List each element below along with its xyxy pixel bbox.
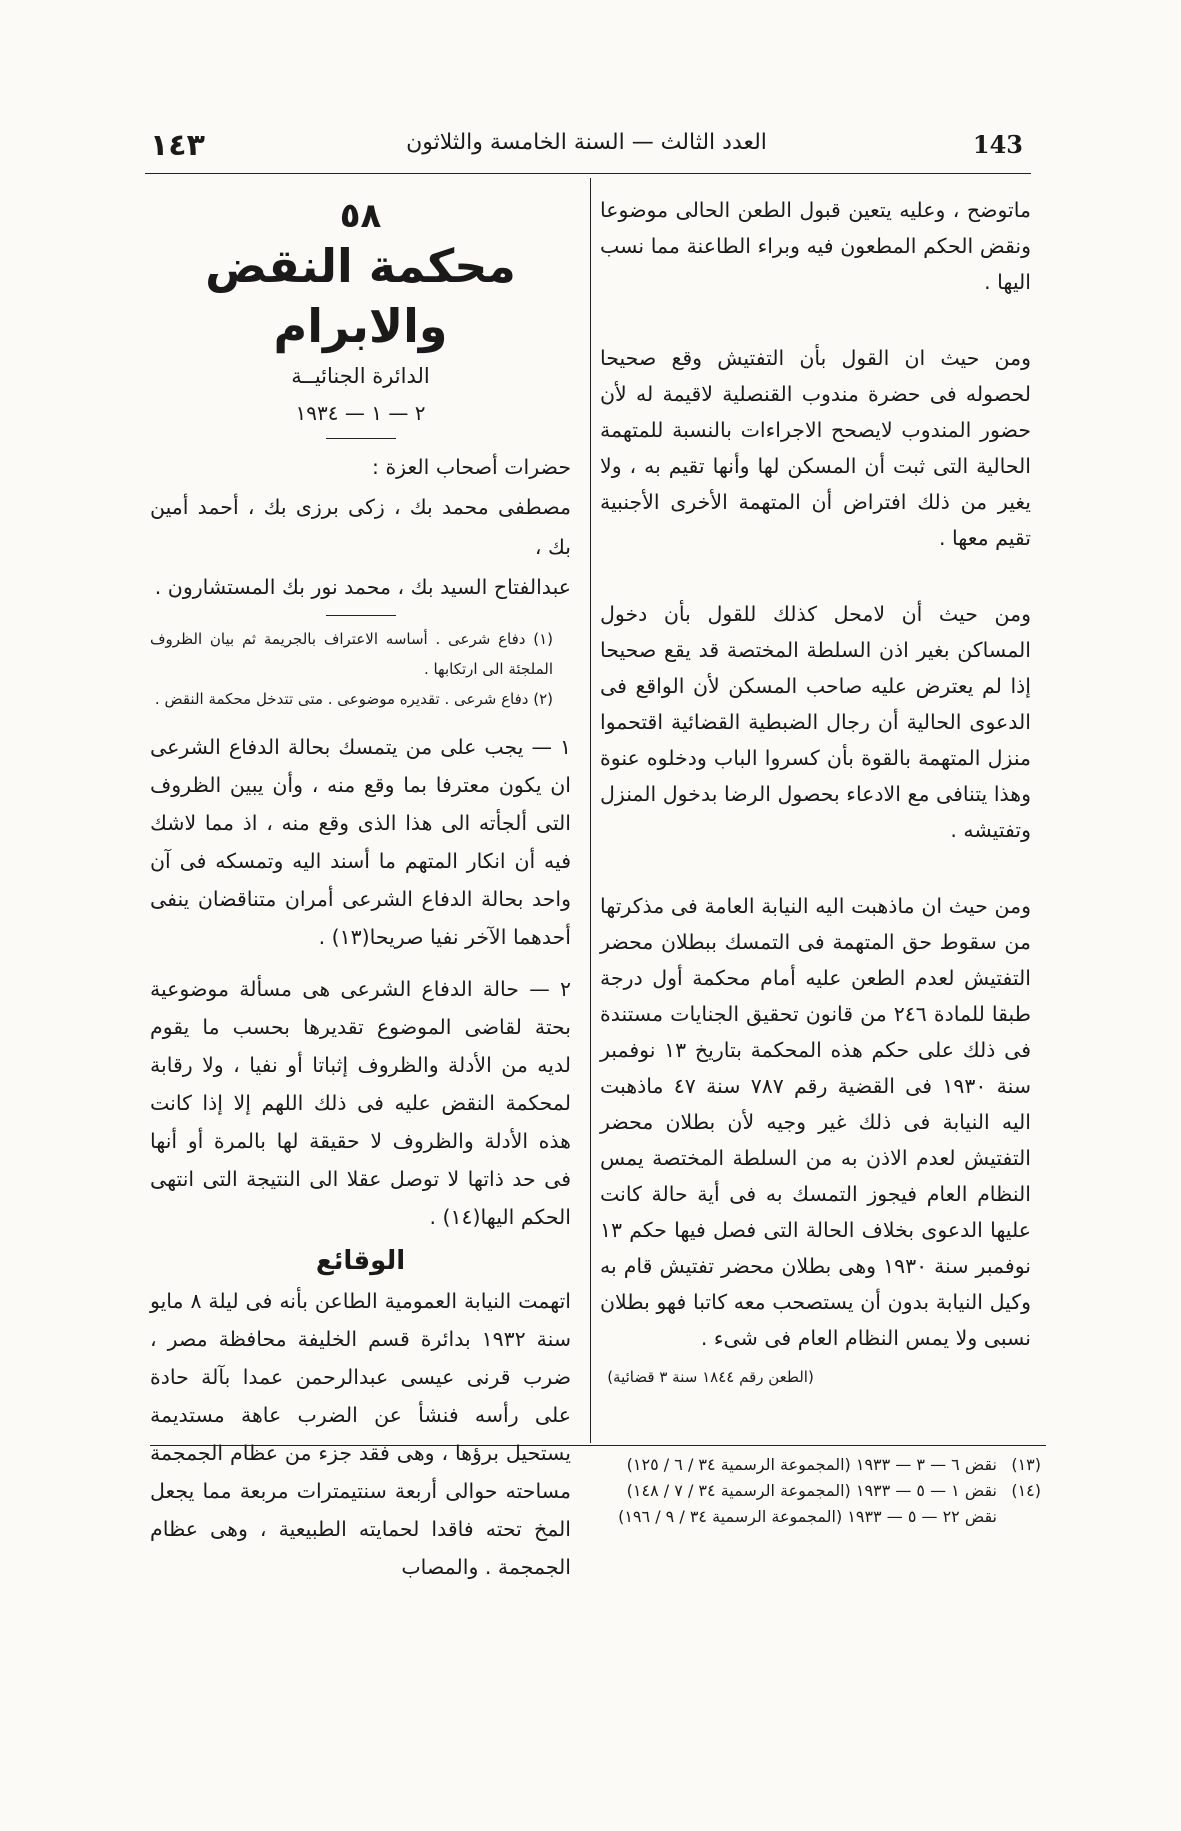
page-header xyxy=(150,130,1023,170)
footnote xyxy=(560,1452,1041,1478)
appeal-reference: (الطعن رقم ١٨٤٤ سنة ٣ قضائية) xyxy=(607,1368,814,1386)
footnote-rule xyxy=(150,1445,1046,1446)
paragraph: ماتوضح ، وعليه يتعين قبول الطعن الحالى موضوعا ونقض الحكم المطعون فيه وبراء الطاعنة مما نسب اليها . xyxy=(600,198,1031,294)
judges-names: عبدالفتاح السيد بك ، محمد نور بك المستشارون . xyxy=(154,575,571,599)
headnote: (١) دفاع شرعى . أساسه الاعتراف بالجريمة ثم بيان الظروف الملجئة الى ارتكابها . xyxy=(150,630,553,678)
column-divider xyxy=(590,178,591,1443)
divider xyxy=(326,615,396,616)
footnote xyxy=(560,1478,1041,1504)
judges-intro: حضرات أصحاب العزة : xyxy=(372,455,571,479)
circuit-name: الدائرة الجنائيــة xyxy=(291,364,430,388)
footnote-text: نقض ١ — ٥ — ١٩٣٣ (المجموعة الرسمية ٣٤ / ٧ / ١٤٨) xyxy=(626,1481,997,1500)
page-number-latin: 143 xyxy=(972,130,1023,159)
legal-principle: ٢ — حالة الدفاع الشرعى هى مسألة موضوعية بحتة لقاضى الموضوع تقديرها بحسب ما يقوم لديه من الأدلة والظروف إثباتا أو نفيا ، ولا رقابة لمحكمة النقض عليه فى ذلك اللهم إلا إذا كانت هذه الأدلة والظروف لا حقيقة لها بالمرة أو أنها فى حد ذاتها لا توصل عقلا الى النتيجة التى انتهى الحكم اليها(١٤) . xyxy=(150,977,571,1229)
footnote xyxy=(560,1504,1041,1530)
footnote-number xyxy=(1007,1504,1041,1530)
footnote-text: نقض ٢٢ — ٥ — ١٩٣٣ (المجموعة الرسمية ٣٤ / ٩ / ١٩٦) xyxy=(618,1507,997,1526)
legal-principle: ١ — يجب على من يتمسك بحالة الدفاع الشرعى ان يكون معترفا بما وقع منه ، وأن يبين الظروف التى ألجأته الى هذا الذى وقع منه ، اذ مما لاشك فيه أن انكار المتهم ما أسند اليه وتمسكه فى آن واحد بحالة الدفاع الشرعى أمران متناقضان ينفى أحدهما الآخر نفيا صريحا(١٣) . xyxy=(150,735,571,949)
running-title: العدد الثالث — السنة الخامسة والثلاثون xyxy=(406,130,767,155)
facts-heading: الوقائع xyxy=(315,1246,406,1276)
footnote-number: (١٣) xyxy=(1011,1455,1041,1474)
divider xyxy=(326,438,396,439)
footnotes xyxy=(560,1452,1041,1530)
paragraph: ومن حيث ان ماذهبت اليه النيابة العامة فى مذكرتها من سقوط حق المتهمة فى التمسك ببطلان محضر التفتيش لعدم الطعن عليه أمام محكمة أول درجة طبقا للمادة ٢٤٦ من قانون تحقيق الجنايات مستندة فى ذلك على حكم هذه المحكمة بتاريخ ١٣ نوفمبر سنة ١٩٣٠ فى القضية رقم ٧٨٧ سنة ٤٧ ماذهبت اليه النيابة فى ذلك غير وجيه لأن بطلان محضر التفتيش لعدم الاذن به من السلطة المختصة يمس النظام العام فيجوز التمسك به فى أية حالة كانت عليها الدعوى بخلاف الحالة التى فصل فيها حكم ١٣ نوفمبر سنة ١٩٣٠ وهى بطلان محضر تفتيش قام به وكيل النيابة بدون أن يستصحب معه كاتبا فهو بطلان نسبى ولا يمس النظام العام فى شىء . xyxy=(600,894,1032,1350)
page-number-arabic: ١٤٣ xyxy=(150,128,205,163)
case-date: ٢ — ١ — ١٩٣٤ xyxy=(295,401,426,425)
headnote: (٢) دفاع شرعى . تقديره موضوعى . متى تتدخل محكمة النقض . xyxy=(154,690,553,708)
facts-text: اتهمت النيابة العمومية الطاعن بأنه فى ليلة ٨ مايو سنة ١٩٣٢ بدائرة قسم الخليفة محافظة مصر ، ضرب قرنى عيسى عبدالرحمن عمدا بآلة حادة على رأسه فنشأ عن الضرب عاهة مستديمة يستحيل برؤها ، وهى فقد جزء من عظام الجمجمة مساحته حوالى أربعة سنتيمترات مربعة مما يجعل المخ تحته فاقدا لحمايته الطبيعية ، وهى عظام الجمجمة . والمصاب xyxy=(150,1289,572,1579)
right-column xyxy=(600,192,1031,1356)
paragraph: ومن حيث ان القول بأن التفتيش وقع صحيحا لحصوله فى حضرة مندوب القنصلية لاقيمة له لأن حضور المندوب لايصحح الاجراءات بالنسبة للمتهمة الحالية التى ثبت أن المسكن لها وأنها تقيم به ، ولا يغير من ذلك افتراض أن المتهمة الأخرى الأجنبية تقيم معها . xyxy=(600,346,1031,550)
header-rule xyxy=(145,173,1031,174)
paragraph: ومن حيث أن لامحل كذلك للقول بأن دخول المساكن بغير اذن السلطة المختصة قد يقع صحيحا إذا لم يعترض عليه صاحب المسكن لأن الواقع فى الدعوى الحالية أن رجال الضبطية القضائية اقتحموا منزل المتهمة بالقوة بأن كسروا الباب ودخلوه عنوة وهذا يتنافى مع الادعاء بحصول الرضا بدخول المنزل وتفتيشه . xyxy=(600,602,1031,842)
left-column xyxy=(150,192,571,1586)
judges-names: مصطفى محمد بك ، زكى برزى بك ، أحمد أمين بك ، xyxy=(150,495,571,559)
case-number: ٥٨ xyxy=(339,196,382,236)
footnote-text: نقض ٦ — ٣ — ١٩٣٣ (المجموعة الرسمية ٣٤ / ٦ / ١٢٥) xyxy=(626,1455,997,1474)
footnote-number: (١٤) xyxy=(1011,1481,1041,1500)
court-name: محكمة النقض والابرام xyxy=(205,239,516,353)
